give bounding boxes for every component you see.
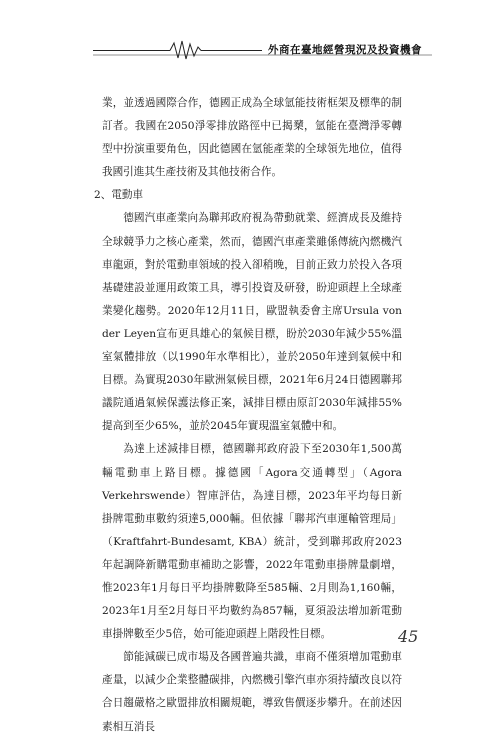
- page-number: 45: [398, 627, 419, 646]
- paragraph-2: 為達上述減排目標，德國聯邦政府設下至2030年1,500萬輛電動車上路目標。據德國「Agora交通轉型」（Agora Verkehrswende）智庫評估，為達目標，2023年平均每日新掛牌電動車數約須達5,000輛。但依據「聯邦汽車運輸管理局」（Kraftfahrt-Bundesamt, KBA）統計，受到聯邦政府2023年起調降新購電動車補助之影響，2022年電動車掛牌量劇增，惟2023年1月每日平均掛牌數降至585輛、2月則為1,160輛，2023年1月至2月每日平均數約為857輛，夏須設法增加新電動車掛牌數至少5倍，始可能迎頭趕上階段性目標。: [102, 443, 402, 641]
- paragraph-1: 德國汽車產業向為聯邦政府視為帶動就業、經濟成長及維持全球競爭力之核心產業，然而，德國汽車產業雖係傳統內燃機汽車龍頭，對於電動車領域的投入卻稍晚，目前正致力於投入各項基礎建設並運用政策工具，導引投資及研發，盼迎頭趕上全球產業變化趨勢。2020年12月11日，歐盟執委會主席Ursula von der Leyen宣布更具雄心的氣候目標，盼於2030年減少55%溫室氣體排放（以1990年水準相比），並於2050年達到氣候中和目標。為實現2030年歐洲氣候目標，2021年6月24日德國聯邦議院通過氣候保護法修正案，減排目標由原訂2030年減排55%提高到至少65%，並於2045年實現溫室氣體中和。: [102, 212, 402, 433]
- paragraph-3: 節能減碳已成市場及各國普遍共識，車商不僅須增加電動車產量，以減少企業整體碳排，內燃機引擎汽車亦須持續改良以符合日趨嚴格之歐盟排放相關規範，導致售價逐步攀升。在前述因素相互消長: [102, 651, 402, 733]
- running-header: [0, 38, 480, 62]
- running-title: 外商在臺地經營現況及投資機會: [268, 44, 422, 56]
- section-heading: 2、電動車: [94, 189, 144, 202]
- page-body: [94, 92, 402, 739]
- continuation-paragraph: 業，並透過國際合作，德國正成為全球氫能技術框架及標準的制訂者。我國在2050淨零排放路徑中已揭櫫，氫能在臺灣淨零轉型中扮演重要角色，因此德國在氫能產業的全球領先地位，值得我國引進其生產技術及其他技術合作。: [102, 97, 402, 179]
